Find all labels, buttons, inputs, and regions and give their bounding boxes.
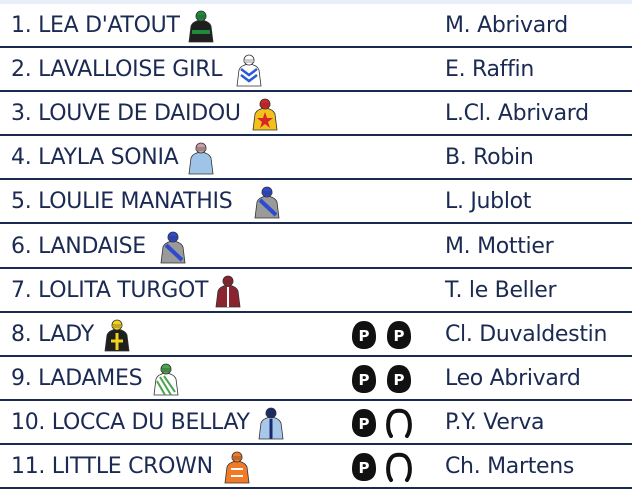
horse-name: 10. LOCCA DU BELLAY	[11, 409, 250, 435]
jockey-name: Ch. Martens	[445, 454, 575, 479]
green-black-hoop-silk-icon	[186, 8, 216, 44]
svg-text:P: P	[358, 414, 370, 433]
svg-text:P: P	[358, 459, 370, 477]
p-shoe-icon	[351, 364, 377, 394]
jockey-name: T. le Beller	[445, 277, 557, 303]
p-shoe-icon	[351, 408, 377, 438]
open-shoe-icon	[386, 452, 412, 482]
orange-white-silk-icon	[222, 449, 252, 485]
jockey-name: M. Mottier	[445, 233, 554, 259]
p-shoe-icon	[386, 364, 412, 394]
horse-name: 11. LITTLE CROWN	[11, 454, 213, 479]
runner-row[interactable]	[0, 136, 632, 180]
jockey-name: L. Jublot	[445, 189, 532, 215]
light-blue-navy-silk-icon	[256, 405, 286, 441]
maroon-white-stripe-silk-icon	[213, 273, 243, 309]
grey-blue-sash-silk-icon	[158, 229, 188, 265]
jockey-name: P.Y. Verva	[445, 409, 545, 435]
svg-text:P: P	[393, 370, 405, 389]
open-shoe-icon	[386, 408, 412, 438]
horse-name: 7. LOLITA TURGOT	[11, 277, 209, 303]
svg-text:P: P	[393, 326, 405, 345]
white-blue-chevrons-silk-icon	[234, 52, 264, 88]
jockey-name: Leo Abrivard	[445, 365, 581, 391]
jockey-name: M. Abrivard	[445, 13, 568, 38]
jockey-name: Cl. Duvaldestin	[445, 321, 608, 347]
jockey-name: L.Cl. Abrivard	[445, 101, 589, 127]
runner-row[interactable]	[0, 180, 632, 224]
svg-text:P: P	[358, 370, 370, 389]
horse-name: 4. LAYLA SONIA	[11, 145, 179, 171]
svg-text:P: P	[358, 326, 370, 345]
horse-name: 3. LOUVE DE DAIDOU	[11, 101, 241, 127]
yellow-red-star-silk-icon	[250, 96, 280, 132]
runner-row[interactable]	[0, 313, 632, 357]
light-blue-silk-icon	[186, 140, 216, 176]
runner-row[interactable]	[0, 445, 632, 489]
runner-row[interactable]	[0, 269, 632, 313]
jockey-name: B. Robin	[445, 145, 534, 171]
p-shoe-icon	[351, 452, 377, 482]
runner-row[interactable]	[0, 401, 632, 445]
runner-row[interactable]	[0, 225, 632, 269]
runner-row[interactable]	[0, 48, 632, 92]
horse-name: 9. LADAMES	[11, 365, 143, 391]
p-shoe-icon	[386, 320, 412, 350]
horse-name: 6. LANDAISE	[11, 233, 146, 259]
black-yellow-cross-silk-icon	[102, 317, 132, 353]
horse-name: 1. LEA D'ATOUT	[11, 13, 180, 38]
horse-name: 2. LAVALLOISE GIRL	[11, 57, 223, 83]
horse-name: 5. LOULIE MANATHIS	[11, 189, 233, 215]
grey-blue-sash-silk-icon	[252, 184, 282, 220]
runner-row[interactable]	[0, 4, 632, 48]
runner-row[interactable]	[0, 357, 632, 401]
green-white-stripes-silk-icon	[151, 361, 181, 397]
p-shoe-icon	[351, 320, 377, 350]
runner-row[interactable]	[0, 92, 632, 136]
horse-name: 8. LADY	[11, 321, 94, 347]
jockey-name: E. Raffin	[445, 57, 535, 83]
